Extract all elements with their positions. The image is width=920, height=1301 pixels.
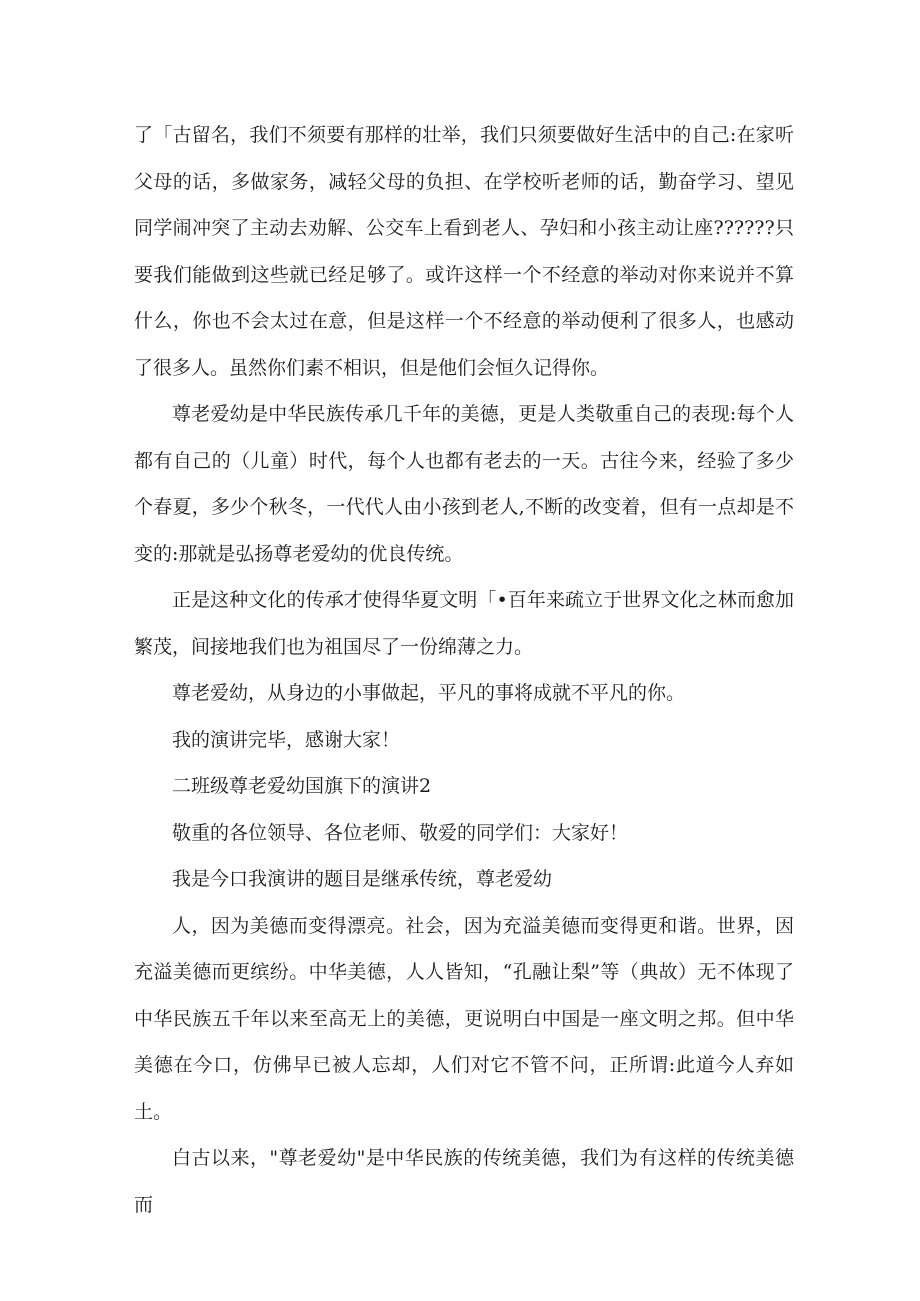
paragraph-1: 了「古留名，我们不须要有那样的壮举，我们只须要做好生活中的自己:在家听父母的话，多做家务，减轻父母的负担、在学校听老师的话，勤奋学习、望见同学闹冲突了主动去劝解、公交车上看到老人、孕妇和小孩主动让座??????只要我们能做到这些就已经足够了。或许这样一个不经意的举动对你来说并不算什么，你也不会太过在意，但是这样一个不经意的举动便利了很多人，也感动了很多人。虽然你们素不相识，但是他们会恒久记得你。 bbox=[134, 124, 794, 379]
paragraph-5: 我的演讲完毕，感谢大家！ bbox=[172, 728, 401, 751]
paragraph-3: 正是这种文化的传承才使得华夏文明「•百年来疏立于世界文化之林而愈加繁茂，间接地我们也为祖国尽了一份绵薄之力。 bbox=[134, 589, 794, 658]
paragraph-2: 尊老爱幼是中华民族传承几千年的美德，更是人类敬重自己的表现:每个人都有自己的（儿童）时代，每个人也都有老去的一天。古往今来，经验了多少个春夏，多少个秋冬，一代代人由小孩到老人,不断的改变着，但有一点却是不变的:那就是弘扬尊老爱幼的优良传统。 bbox=[134, 403, 794, 565]
paragraph-4: 尊老爱幼，从身边的小事做起，平凡的事将成就不平凡的你。 bbox=[172, 682, 686, 704]
paragraph-10: 白古以来，"尊老爱幼"是中华民族的传统美德，我们为有这样的传统美德而 bbox=[134, 1147, 794, 1216]
topic-line: 我是今口我演讲的题目是继承传统，尊老爱幼 bbox=[172, 868, 553, 890]
document-page bbox=[134, 112, 794, 1228]
section-heading: 二班级尊老爱幼国旗下的演讲2 bbox=[172, 775, 432, 797]
paragraph-9: 人，因为美德而变得漂亮。社会，因为充溢美德而变得更和谐。世界，因充溢美德而更缤纷。中华美德，人人皆知，“孔融让梨”等（典故）无不体现了中华民族五千年以来至高无上的美德，更说明白中国是一座文明之邦。但中华美德在今口，仿佛早已被人忘却，人们对它不管不问，正所谓:此道今人弃如土。 bbox=[134, 914, 794, 1123]
greeting-line: 敬重的各位领导、各位老师、敬爱的同学们：大家好！ bbox=[172, 821, 629, 844]
